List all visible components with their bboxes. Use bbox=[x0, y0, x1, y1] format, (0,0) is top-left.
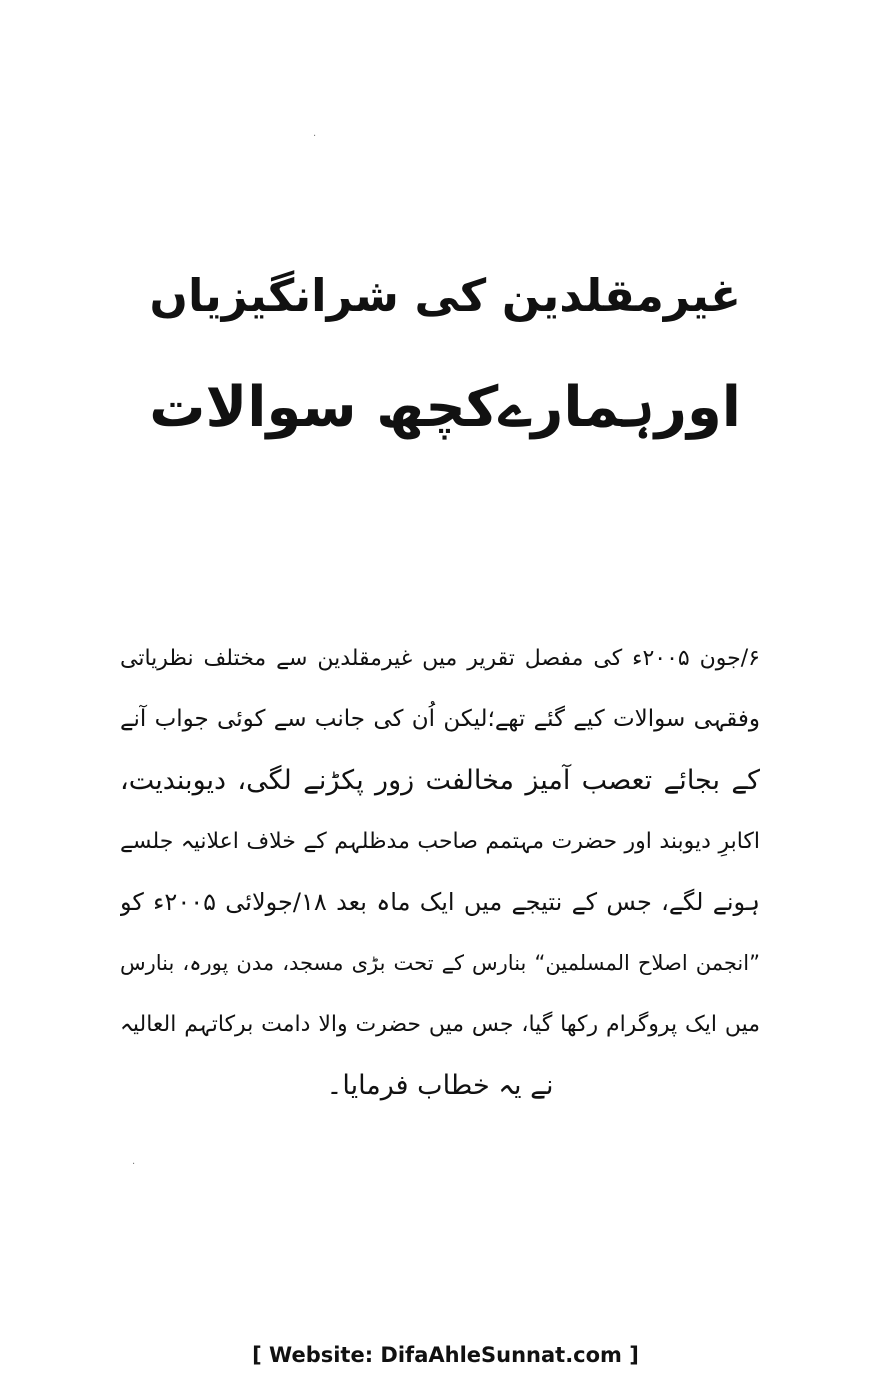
title-line-1: غیرمقلدین کی شرانگیزیاں bbox=[149, 269, 741, 322]
body-paragraph bbox=[120, 628, 760, 1116]
paragraph-line: کے بجائے تعصب آمیز مخالفت زور پکڑنے لگی، دیوبندیت، bbox=[120, 765, 760, 796]
scan-speck: · bbox=[132, 1159, 136, 1170]
title-line-2: اورہمارےکچھ سوالات bbox=[149, 375, 741, 440]
scan-speck: · bbox=[313, 131, 317, 142]
paragraph-line: ہونے لگے، جس کے نتیجے میں ایک ماہ بعد ۱۸/جولائی ۲۰۰۵ء کو bbox=[120, 888, 760, 916]
paragraph-line-last: نے یہ خطاب فرمایا۔ bbox=[326, 1070, 554, 1101]
paragraph-line: ”انجمن اصلاح المسلمین“ بنارس کے تحت بڑی مسجد، مدن پورہ، بنارس bbox=[120, 951, 760, 975]
paragraph-line: اکابرِ دیوبند اور حضرت مہتمم صاحب مدظلہم کے خلاف اعلانیہ جلسے bbox=[120, 829, 760, 854]
paragraph-line: میں ایک پروگرام رکھا گیا، جس میں حضرت والا دامت برکاتہم العالیہ bbox=[120, 1012, 760, 1037]
title-block bbox=[150, 240, 741, 464]
paragraph-line: ۶/جون ۲۰۰۵ء کی مفصل تقریر میں غیرمقلدین سے مختلف نظریاتی bbox=[120, 646, 760, 671]
paragraph-line: وفقہی سوالات کیے گئے تھے؛لیکن اُن کی جانب سے کوئی جواب آنے bbox=[120, 706, 760, 732]
website-footer: [ Website: DifaAhleSunnat.com ] bbox=[252, 1343, 639, 1367]
